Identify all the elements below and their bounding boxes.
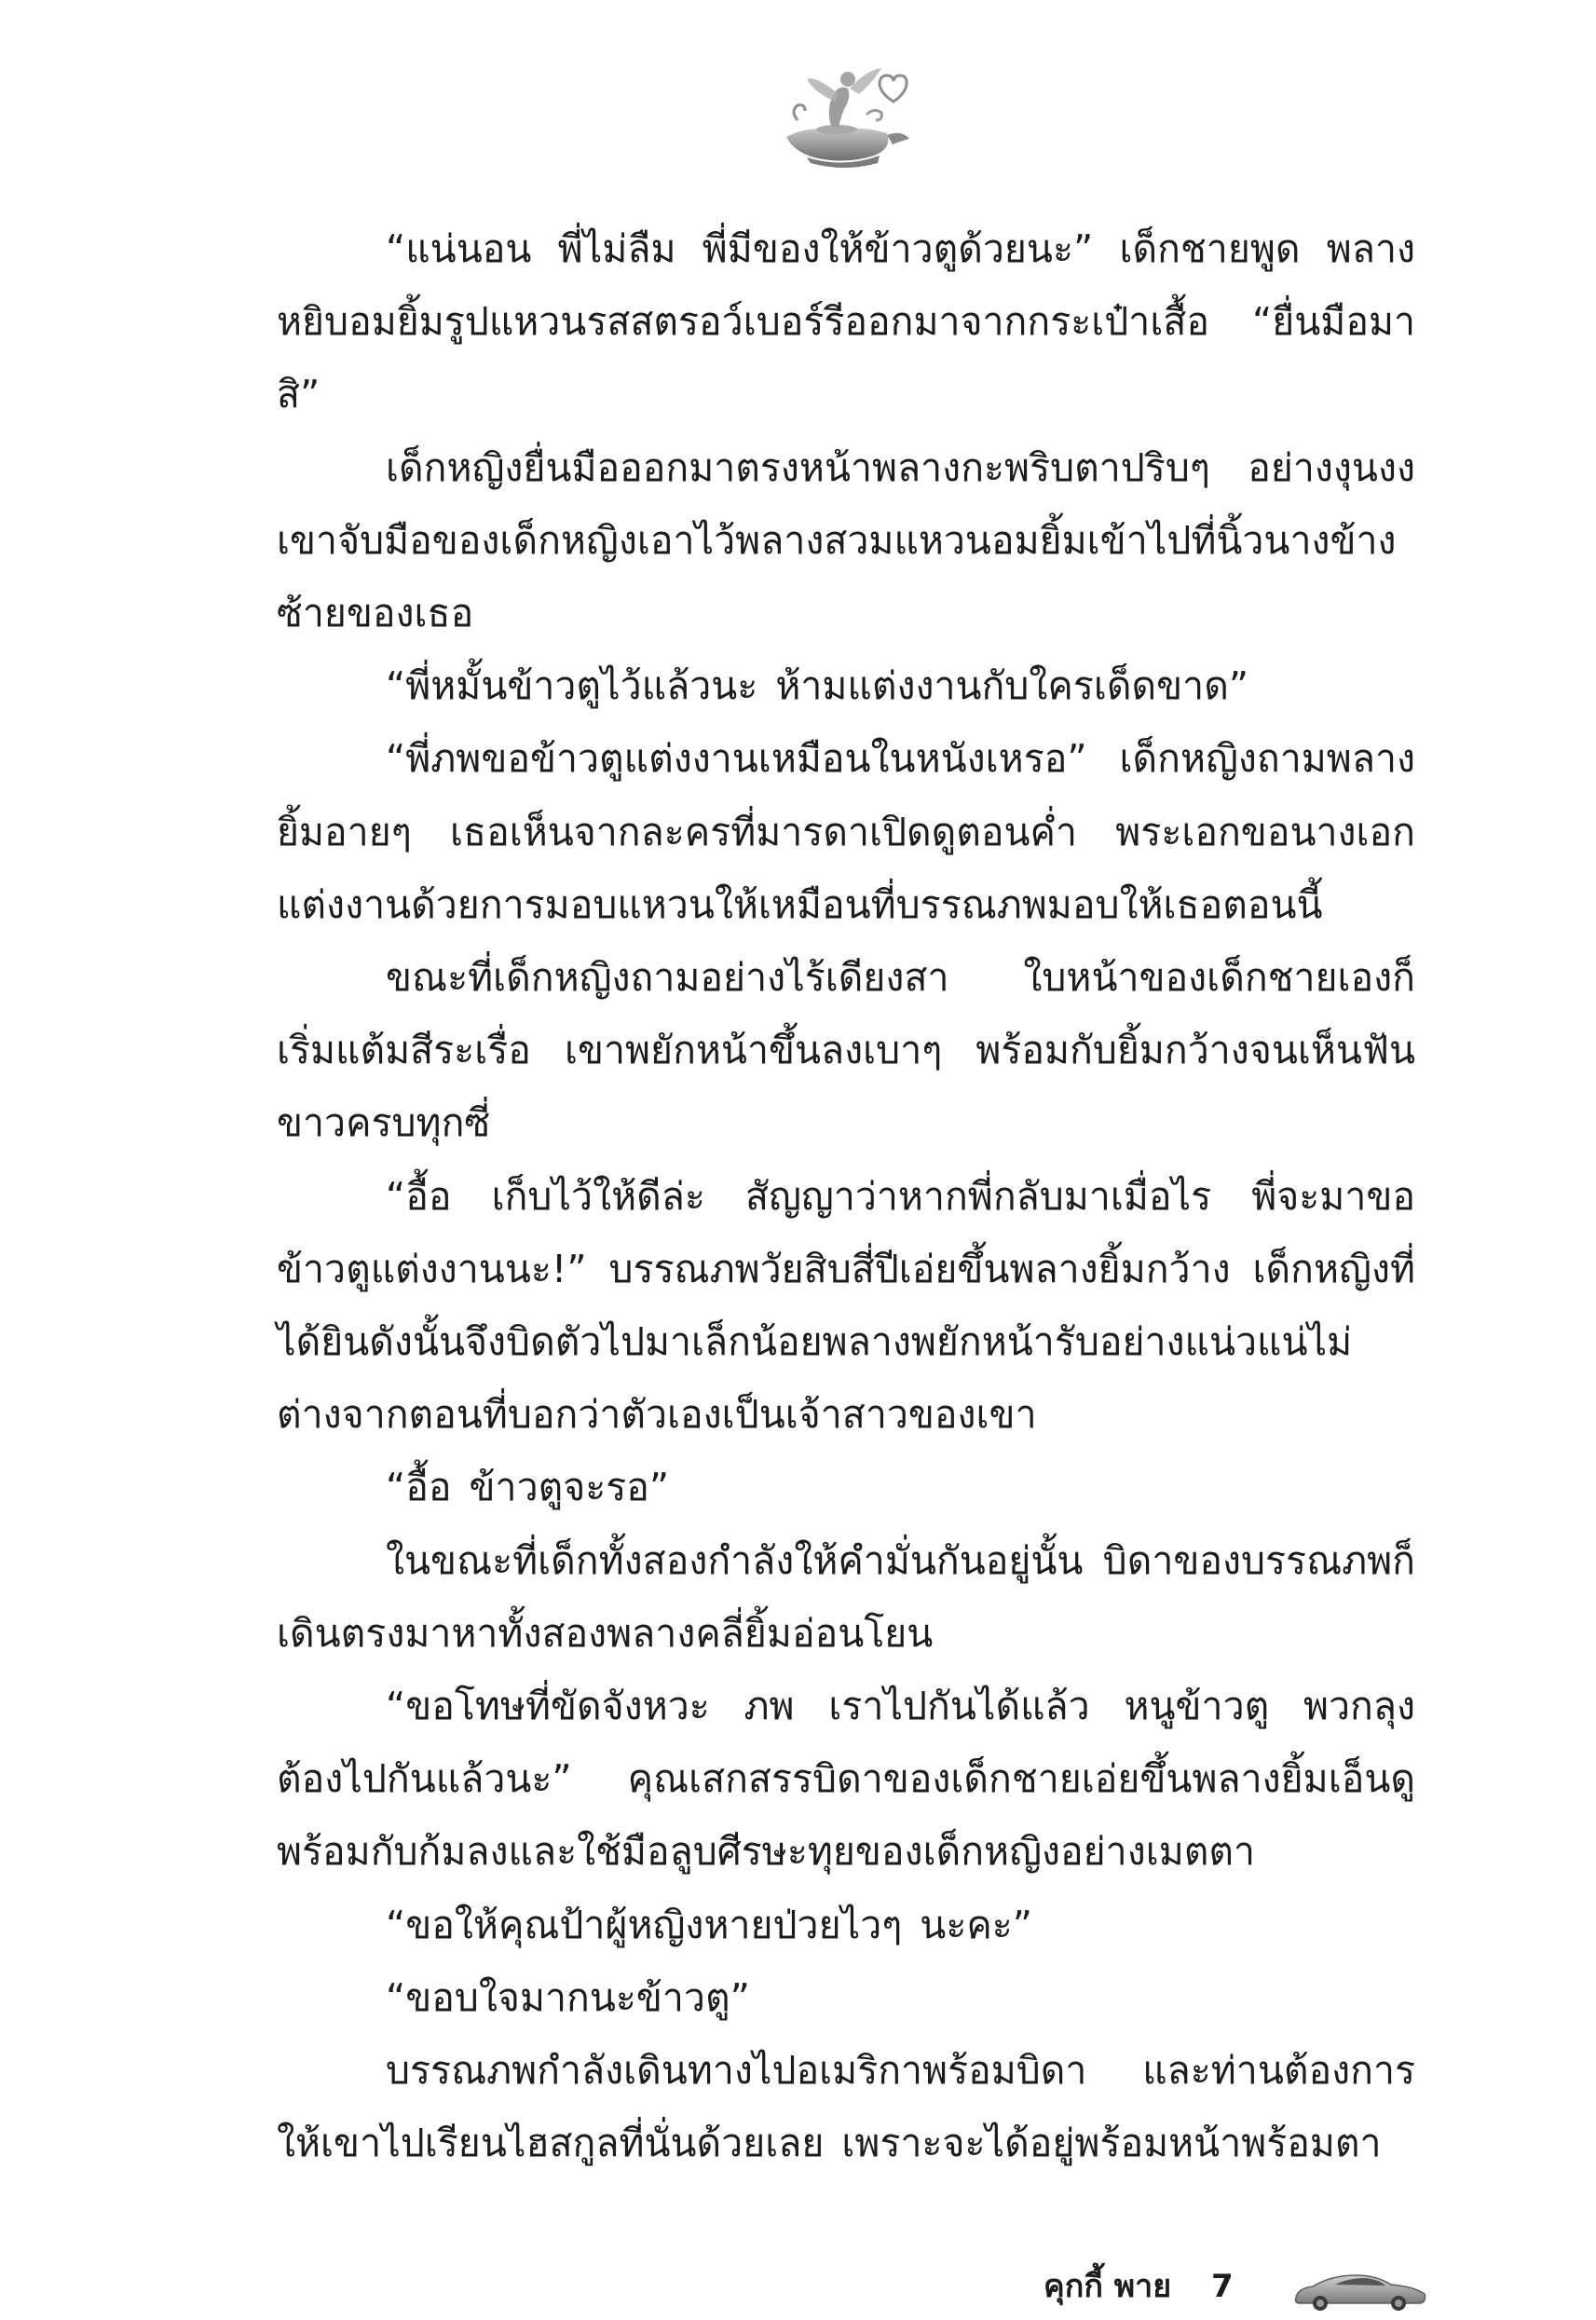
paragraph: เด็กหญิงยื่นมือออกมาตรงหน้าพลางกะพริบตาปริบๆ อย่างงุนงง เขาจับมือของเด็กหญิงเอาไว้พลางสวมแหวนอมยิ้มเข้าไปที่นิ้วนางข้างซ้ายของเธอ: [277, 444, 1415, 636]
teapot-fairy-icon: [770, 51, 919, 172]
paragraph: “ขอโทษที่ขัดจังหวะ ภพ เราไปกันได้แล้ว หนูข้าวตู พวกลุงต้องไปกันแล้วนะ” คุณเสกสรรบิดาของเด็กชายเอ่ยขึ้นพลางยิ้มเอ็นดูพร้อมกับก้มลงและใช้มือลูบศีรษะทุยของเด็กหญิงอย่างเมตตา: [277, 1684, 1415, 1875]
book-title: คุกกี้ พาย: [1044, 2268, 1172, 2305]
paragraph: “อื้อ เก็บไว้ให้ดีล่ะ สัญญาว่าหากพี่กลับมาเมื่อไร พี่จะมาขอข้าวตูแต่งงานนะ!” บรรณภพวัยสิบสี่ปีเอ่ยขึ้นพลางยิ้มกว้าง เด็กหญิงที่ได้ยินดังนั้นจึงบิดตัวไปมาเล็กน้อยพลางพยักหน้ารับอย่างแน่วแน่ไม่ต่างจากตอนที่บอกว่าตัวเองเป็นเจ้าสาวของเขา: [277, 1173, 1415, 1438]
paragraph: ในขณะที่เด็กทั้งสองกำลังให้คำมั่นกันอยู่นั้น บิดาของบรรณภพก็เดินตรงมาหาทั้งสองพลางคลี่ยิ้มอ่อนโยน: [277, 1537, 1415, 1656]
sports-car-icon: [1290, 2266, 1430, 2313]
paragraph: “พี่หมั้นข้าวตูไว้แล้วนะ ห้ามแต่งงานกับใครเด็ดขาด”: [386, 663, 1249, 709]
page-number: 7: [1211, 2268, 1234, 2305]
paragraph: “แน่นอน พี่ไม่ลืม พี่มีของให้ข้าวตูด้วยนะ” เด็กชายพูด พลางหยิบอมยิ้มรูปแหวนรสสตรอว์เบอร์รีออกมาจากกระเป๋าเสื้อ “ยื่นมือมาสิ”: [277, 226, 1415, 417]
body-text: [277, 212, 1415, 2179]
page-footer: [1044, 2264, 1435, 2320]
paragraph: “ขอให้คุณป้าผู้หญิงหายป่วยไวๆ นะคะ”: [386, 1902, 1033, 1947]
paragraph: ขณะที่เด็กหญิงถามอย่างไร้เดียงสา ใบหน้าของเด็กชายเองก็เริ่มแต้มสีระเรื่อ เขาพยักหน้าขึ้นลงเบาๆ พร้อมกับยิ้มกว้างจนเห็นฟันขาวครบทุกซี่: [277, 955, 1415, 1146]
paragraph: “อื้อ ข้าวตูจะรอ”: [386, 1465, 670, 1510]
paragraph: “พี่ภพขอข้าวตูแต่งงานเหมือนในหนังเหรอ” เด็กหญิงถามพลางยิ้มอายๆ เธอเห็นจากละครที่มารดาเปิดดูตอนค่ำ พระเอกขอนางเอกแต่งงานด้วยการมอบแหวนให้เหมือนที่บรรณภพมอบให้เธอตอนนี้: [277, 736, 1415, 927]
paragraph: “ขอบใจมากนะข้าวตู”: [386, 1974, 750, 2020]
paragraph: บรรณภพกำลังเดินทางไปอเมริกาพร้อมบิดา และท่านต้องการให้เขาไปเรียนไฮสกูลที่นั่นด้วยเลย เพราะจะได้อยู่พร้อมหน้าพร้อมตา: [277, 2048, 1415, 2166]
